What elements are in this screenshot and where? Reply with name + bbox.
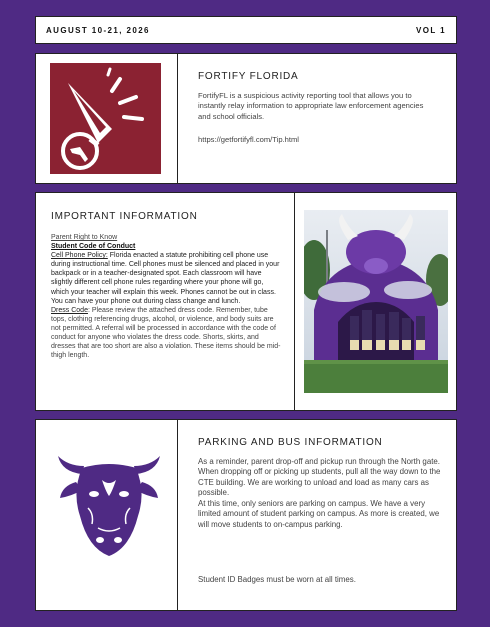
column-divider: [294, 193, 295, 410]
dress-code-paragraph: [51, 306, 281, 361]
megaphone-florida-icon: [50, 63, 161, 174]
phone-policy-label: Cell Phone Policy:: [51, 252, 108, 260]
parking-section: [35, 419, 457, 611]
fortify-title: FORTIFY FLORIDA: [198, 71, 299, 82]
parent-right-link[interactable]: Parent Right to Know: [51, 234, 118, 241]
mascot-logo: [54, 452, 164, 572]
dress-code-label: Dress Code: [51, 306, 88, 314]
fortify-description: FortifyFL is a suspicious activity reporting tool that allows you to instantly relay information to appropriate law enforcement agencies and school officials.: [198, 91, 424, 121]
important-info-section: [35, 192, 457, 411]
dress-code-text: : Please review the attached dress code. Remember, tube tops, clothing referencing drugs, alcohol, or violence, and body suits are not permitted. A referral will be processed in accordance with the code of conduct for anyone who violates the dress code. Shorts, skirts, and dresses that are too short are also a violation. These items should be mid-thigh length.: [51, 306, 281, 360]
parking-title: PARKING AND BUS INFORMATION: [198, 437, 383, 448]
phone-policy-paragraph: [51, 251, 281, 306]
column-divider: [177, 420, 178, 610]
bull-mascot-icon: [54, 452, 164, 572]
volume-label: VOL 1: [416, 26, 446, 35]
fortify-link[interactable]: https://getfortifyfl.com/Tip.html: [198, 135, 299, 144]
newsletter-header: [35, 16, 457, 44]
parking-paragraph-2: At this time, only seniors are parking on campus. We have a very limited amount of student parking on campus. As more is created, we will move students to on-campus parking.: [198, 499, 440, 529]
fortify-section: [35, 53, 457, 184]
column-divider: [177, 54, 178, 183]
phone-policy-text: Florida enacted a statute prohibiting cell phone use during instructional time. Cell phones must be silenced and placed in your backpack or in a teacher-designated spot. Each classroom will have slightly different cell phone rules regarding where your phone will go, which your teacher will explain this week. Phones cannot be out in class. You can have your phone out during class change and lunch.: [51, 252, 280, 305]
important-body: [51, 233, 281, 360]
football-photo-graphic: [304, 210, 448, 393]
issue-date: AUGUST 10-21, 2026: [46, 26, 150, 35]
important-title: IMPORTANT INFORMATION: [51, 211, 198, 222]
football-team-photo: [304, 210, 448, 393]
fortify-logo: [50, 63, 161, 174]
parking-paragraph-1: As a reminder, parent drop-off and pickup run through the North gate. When dropping off or picking up students, pull all the way down to the CTE building. We are working to unload and load as many cars as possible.: [198, 457, 441, 498]
code-of-conduct-heading: Student Code of Conduct: [51, 243, 136, 251]
id-badge-notice: Student ID Badges must be worn at all times.: [198, 575, 356, 584]
